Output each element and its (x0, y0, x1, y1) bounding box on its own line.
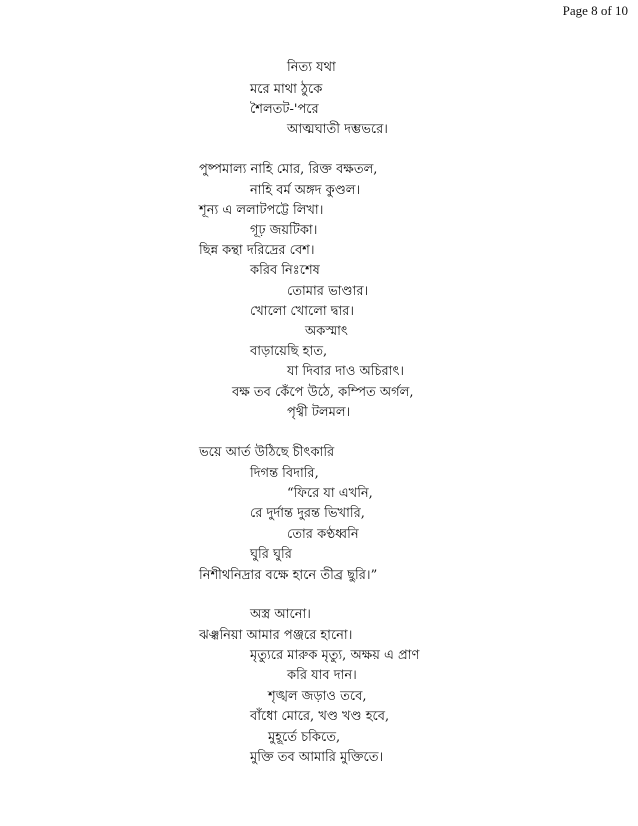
poem-line: ঘুরি ঘুরি (250, 547, 292, 562)
poem-line: শৈলতট-'পরে (250, 102, 319, 117)
poem-line: বাঁধো মোরে, খণ্ড খণ্ড হবে, (250, 709, 390, 724)
poem-line: মৃত্যুরে মারুক মৃত্যু, অক্ষয় এ প্রাণ (250, 648, 420, 663)
poem-line: খোলো খোলো দ্বার। (250, 304, 355, 319)
poem-line: গূঢ় জয়টিকা। (250, 223, 318, 238)
poem-line: রে দুর্দান্ত দুরন্ত ভিখারি, (250, 506, 365, 521)
poem-line: বক্ষ তব কেঁপে উঠে, কম্পিত অর্গল, (232, 385, 414, 400)
poem-line: আত্মঘাতী দম্ভভরে। (287, 122, 388, 137)
poem-line: মুহূর্তে চকিতে, (268, 730, 341, 745)
poem-line: অস্ত্র আনো। (250, 607, 311, 622)
poem-line: করি যাব দান। (287, 668, 357, 683)
poem-line: বাড়ায়েছি হাত, (250, 344, 328, 359)
poem-line: অকস্মাৎ (305, 324, 348, 339)
poem-line: নিত্য যথা (287, 60, 336, 75)
poem-line: মুক্তি তব আমারি মুক্তিতে। (250, 750, 384, 765)
poem-line: তোমার ভাণ্ডার। (287, 284, 369, 299)
page-number: Page 8 of 10 (562, 3, 628, 18)
poem-line: নিশীথনিদ্রার বক্ষে হানে তীব্র ছুরি।” (199, 568, 378, 583)
poem-line: তোর কণ্ঠধ্বনি (287, 527, 359, 542)
poem-line: ছিন্ন কন্থা দরিদ্রের বেশ। (199, 243, 315, 258)
poem-line: “ফিরে যা এখনি, (287, 486, 373, 501)
poem-line: শূন্য এ ললাটপট্টে লিখা। (199, 203, 324, 218)
poem-line: করিব নিঃশেষ (250, 263, 320, 278)
poem-line: নাহি বর্ম অঙ্গদ কুণ্ডল। (250, 183, 361, 198)
poem-line: দিগন্ত বিদারি, (250, 466, 319, 481)
poem-line: যা দিবার দাও অচিরাৎ। (287, 364, 405, 379)
poem-line: ভয়ে আর্ত উঠিছে চীৎকারি (199, 445, 335, 460)
poem-line: মরে মাথা ঠুকে (250, 82, 323, 97)
poem-line: পুষ্পমাল্য নাহি মোর, রিক্ত বক্ষতল, (199, 162, 378, 177)
poem-line: শৃঙ্খল জড়াও তবে, (268, 689, 367, 704)
poem-line: ঝঞ্ঝনিয়া আমার পঞ্জরে হানো। (199, 628, 353, 643)
poem-line: পৃথ্বী টলমল। (287, 405, 351, 420)
